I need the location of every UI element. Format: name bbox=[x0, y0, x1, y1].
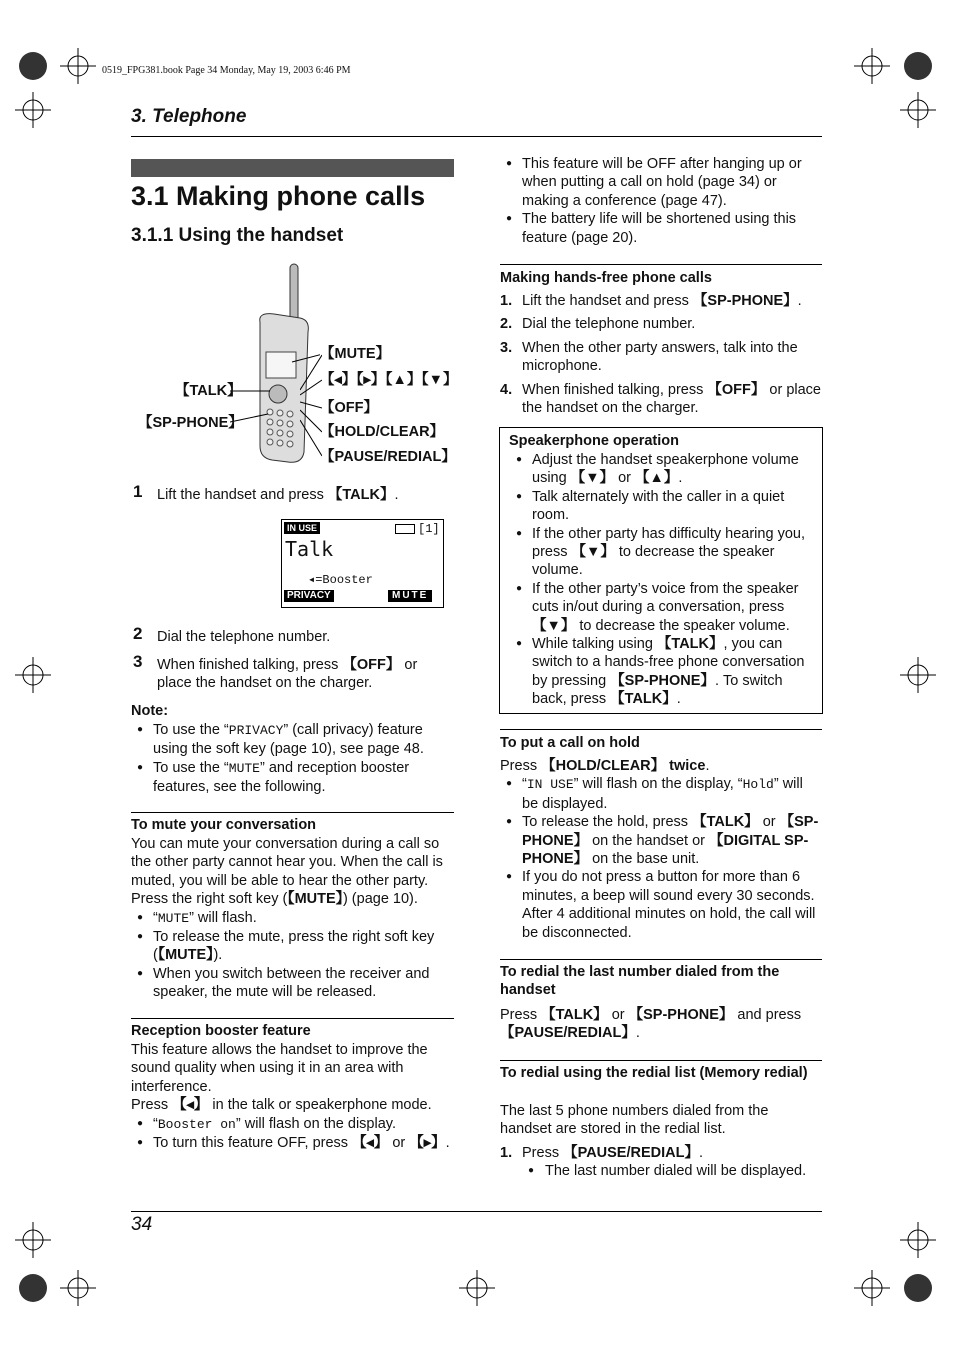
step-2-text: Dial the telephone number. bbox=[157, 629, 331, 645]
redial-sub-bullet: ● The last number dialed will be displayed. bbox=[522, 1162, 822, 1180]
speakerphone-bullet: ● Adjust the handset speakerphone volume using 【▼】 or 【▲】. bbox=[510, 451, 814, 488]
header-rule bbox=[131, 136, 822, 137]
redial-list-body: The last 5 phone numbers dialed from the handset are stored in the redial list. 1. Press 【PAUSE/REDIAL】. ● The last number dialed will be displayed. bbox=[500, 1102, 822, 1181]
label-talk: 【TALK】 bbox=[175, 383, 242, 399]
label-off: 【OFF】 bbox=[320, 400, 378, 416]
speakerphone-heading: Speakerphone operation bbox=[509, 433, 680, 449]
mute-bullet: ● “MUTE” will flash. bbox=[131, 909, 454, 928]
redial-last-heading: To redial the last number dialed from the handset bbox=[500, 964, 780, 999]
speakerphone-list bbox=[510, 451, 814, 709]
handsfree-rule bbox=[500, 264, 822, 265]
redial-last-body: Press 【TALK】 or 【SP-PHONE】 and press 【PAUSE/REDIAL】. bbox=[500, 1007, 802, 1042]
label-mute: 【MUTE】 bbox=[320, 346, 391, 362]
right-top-bullets bbox=[500, 155, 822, 247]
lcd-channel: [1] bbox=[418, 522, 440, 536]
redial-last-rule bbox=[500, 959, 822, 960]
label-hold-clear: 【HOLD/CLEAR】 bbox=[320, 424, 445, 440]
handset-callout-lines bbox=[300, 350, 322, 465]
mute-body: You can mute your conversation during a call so the other party cannot hear you. When the call is muted, you will be able to hear the other party. Press the right soft key (【MUTE】) (page 10). ● “MUTE” will flash. ● To release the mute, press the right soft key (【MUTE】). ● When you switch between the receiver and speaker, the mute will be released. bbox=[131, 835, 454, 1002]
print-header: 0519_FPG381.book Page 34 Monday, May 19, 2003 6:46 PM bbox=[102, 65, 351, 76]
booster-heading: Reception booster feature bbox=[131, 1023, 311, 1039]
speakerphone-bullet: ● If the other party’s voice from the speaker cuts in/out during a conversation, press 【▼】 to decrease the speaker volume. bbox=[510, 580, 814, 635]
step-3-text: When finished talking, press 【OFF】 or place the handset on the charger. bbox=[157, 657, 418, 692]
speakerphone-bullet: ● If the other party has difficulty hearing you, press 【▼】 to decrease the speaker volume. bbox=[510, 525, 814, 580]
step-1-text: Lift the handset and press 【TALK】. bbox=[157, 487, 399, 503]
battery-icon bbox=[395, 524, 415, 534]
booster-body: This feature allows the handset to improve the sound quality when using it in an area with interference. Press 【◂】 in the talk or speakerphone mode. ● “Booster on” will flash on the display. ● To turn this feature OFF, press 【◂】 or 【▸】. bbox=[131, 1041, 454, 1152]
label-nav-keys: 【◂】【▸】【▲】【▼】 bbox=[320, 372, 458, 388]
handsfree-step: 4. When finished talking, press 【OFF】 or place the handset on the charger. bbox=[500, 381, 821, 417]
soft-key-privacy[interactable]: PRIVACY bbox=[284, 590, 334, 602]
running-title: 3. Telephone bbox=[131, 106, 247, 127]
note-heading: Note: bbox=[131, 703, 169, 719]
label-sp-phone: 【SP-PHONE】 bbox=[138, 415, 243, 431]
handsfree-step: 1. Lift the handset and press 【SP-PHONE】. bbox=[500, 293, 802, 309]
hold-bullet: ● To release the hold, press 【TALK】 or 【SP-PHONE】 on the handset or 【DIGITAL SP-PHONE】 on the base unit. bbox=[500, 813, 822, 868]
section-title: 3.1 Making phone calls bbox=[131, 181, 426, 211]
redial-list-rule bbox=[500, 1060, 822, 1061]
subsection-title: 3.1.1 Using the handset bbox=[131, 225, 344, 246]
page-number: 34 bbox=[131, 1214, 153, 1235]
lcd-main-text: Talk bbox=[285, 537, 334, 561]
hold-rule bbox=[500, 729, 822, 730]
speakerphone-bullet: ● Talk alternately with the caller in a quiet room. bbox=[510, 488, 814, 525]
lcd-status: IN USE bbox=[284, 522, 320, 534]
redial-step: 1. Press 【PAUSE/REDIAL】. ● The last number dialed will be displayed. bbox=[500, 1144, 822, 1181]
note-list bbox=[131, 721, 454, 797]
feature-bullet: ● The battery life will be shortened using this feature (page 20). bbox=[500, 210, 822, 247]
handsfree-heading: Making hands-free phone calls bbox=[500, 270, 712, 286]
booster-bullet: ● “Booster on” will flash on the display. bbox=[131, 1115, 454, 1134]
hold-heading: To put a call on hold bbox=[500, 735, 640, 751]
feature-bullet: ● This feature will be OFF after hanging up or when putting a call on hold (page 34) or making a conference (page 47). bbox=[500, 155, 822, 210]
mute-heading: To mute your conversation bbox=[131, 817, 317, 833]
handsfree-step: 2. Dial the telephone number. bbox=[500, 316, 696, 333]
lcd-display bbox=[281, 519, 444, 608]
booster-rule bbox=[131, 1018, 454, 1019]
booster-bullet: ● To turn this feature OFF, press 【◂】 or 【▸】. bbox=[131, 1134, 454, 1152]
lcd-hint: ◂=Booster bbox=[308, 573, 373, 587]
step-2-number: 2 bbox=[133, 624, 143, 643]
handsfree-steps bbox=[500, 292, 822, 417]
label-pause-redial: 【PAUSE/REDIAL】 bbox=[320, 449, 456, 465]
note-item: ● To use the “MUTE” and reception booster features, see the following. bbox=[131, 759, 454, 797]
note-item: ● To use the “PRIVACY” (call privacy) feature using the soft key (page 10), see page 48. bbox=[131, 721, 454, 759]
step-3-number: 3 bbox=[133, 652, 143, 671]
soft-key-mute[interactable]: MUTE bbox=[388, 590, 432, 602]
mute-bullet: ● When you switch between the receiver and speaker, the mute will be released. bbox=[131, 965, 454, 1002]
handsfree-step: 3. When the other party answers, talk into the microphone. bbox=[500, 339, 798, 375]
step-1-number: 1 bbox=[133, 482, 143, 501]
hold-body: Press 【HOLD/CLEAR】 twice. ● “IN USE” will flash on the display, “Hold” will be displayed. ● To release the hold, press 【TALK】 or 【SP-PHONE】 on the handset or 【DIGITAL SP-PHONE】 on the base unit. ● If you do not press a button for more than 6 minutes, a beep will sound every 30 seconds. After 4 additional minutes on hold, the call will be disconnected. bbox=[500, 757, 822, 942]
redial-list-heading: To redial using the redial list (Memory redial) bbox=[500, 1065, 808, 1081]
mute-rule bbox=[131, 812, 454, 813]
speakerphone-bullet: ● While talking using 【TALK】, you can switch to a hands-free phone conversation by pressing 【SP-PHONE】. To switch back, press 【TALK】. bbox=[510, 635, 814, 709]
hold-bullet: ● “IN USE” will flash on the display, “Hold” will be displayed. bbox=[500, 775, 822, 813]
mute-bullet: ● To release the mute, press the right soft key (【MUTE】). bbox=[131, 928, 454, 965]
footer-rule bbox=[131, 1211, 822, 1212]
section-bar bbox=[131, 159, 454, 177]
hold-bullet: ● If you do not press a button for more than 6 minutes, a beep will sound every 30 seconds. After 4 additional minutes on hold, the call will be disconnected. bbox=[500, 868, 822, 942]
